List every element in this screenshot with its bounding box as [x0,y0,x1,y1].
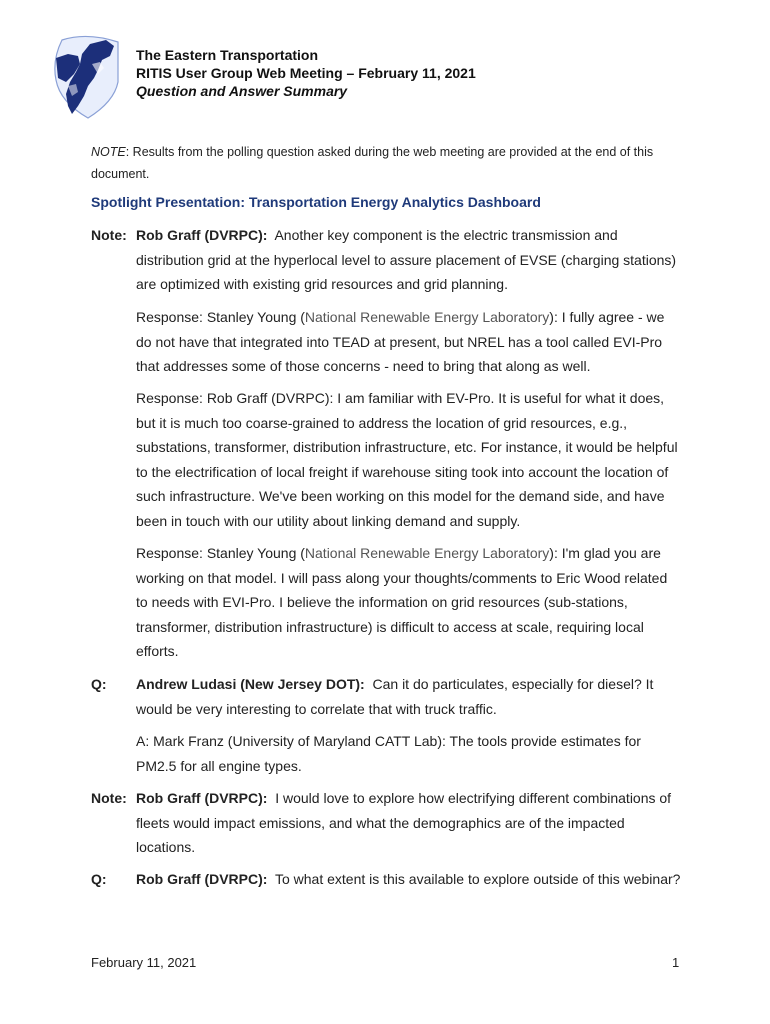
response-text: ): I fully agree - we do not have that integrated into TEAD at present, but NREL has a tool called EVI-Pro that addresses some of those concerns - need to bring that along as well. [136,309,665,375]
entry-tag: Q: [91,676,107,692]
answer-text: A: Mark Franz (University of Maryland CATT Lab): The tools provide estimates for PM2.5 for all engine types. [136,733,641,774]
entry-author: Rob Graff (DVRPC): [136,871,268,887]
answer [136,729,681,778]
note-text: : Results from the polling question asked during the web meeting are provided at the end of this document. [91,145,654,181]
response [136,541,681,664]
document-header [136,46,476,100]
entry-author: Andrew Ludasi (New Jersey DOT): [136,676,365,692]
qa-entry [91,786,681,860]
entry-text: Another key component is the electric transmission and distribution grid at the hyperlocal level to assure placement of EVSE (charging stations) are optimized with existing grid resources and grid planning. [136,227,677,293]
page-number: 1 [672,955,680,970]
footer-date: February 11, 2021 [91,955,197,970]
response-text: Response: Rob Graff (DVRPC): I am familiar with EV-Pro. It is useful for what it does, but it is much too coarse-grained to address the location of grid resources, e.g., substations, transformer, distribution infrastructure, etc. For instance, it would be helpful to the electrification of local freight if warehouse siting took into account the location of such infrastructure. We've been working on this model for the demand side, and have been in touch with our utility about linking demand and supply. [136,390,678,529]
response-prefix: Response: Stanley Young ( [136,309,305,325]
entry-author: Rob Graff (DVRPC): [136,790,268,806]
entry-tag: Q: [91,871,107,887]
header-line-2: RITIS User Group Web Meeting – February 11, 2021 [136,65,476,81]
note-label: NOTE [91,145,126,159]
section-title: Spotlight Presentation: Transportation Energy Analytics Dashboard [91,194,541,210]
entry-author: Rob Graff (DVRPC): [136,227,268,243]
qa-entry [91,672,681,721]
entry-tag: Note: [91,227,127,243]
response-org: National Renewable Energy Laboratory [304,545,550,561]
entry-tag: Note: [91,790,127,806]
header-line-3: Question and Answer Summary [136,83,348,99]
entry-text: Can it do particulates, especially for diesel? It would be very interesting to correlate that with truck traffic. [136,676,654,717]
response-org: National Renewable Energy Laboratory [304,309,550,325]
polling-note [91,141,671,185]
eastern-us-map-logo-icon [48,34,126,120]
response-prefix: Response: Stanley Young ( [136,545,305,561]
entry-text: To what extent is this available to explore outside of this webinar? [274,871,681,887]
entry-text: I would love to explore how electrifying different combinations of fleets would impact emissions, and what the demographics are of the impacted locations. [136,790,672,856]
qa-entry [91,867,681,892]
response [136,386,681,534]
header-line-1: The Eastern Transportation [136,47,319,63]
response-text: ): I'm glad you are working on that model. I will pass along your thoughts/comments to Eric Wood related to needs with EVI-Pro. I believe the information on grid resources (sub-stations, transformer, distribution infrastructure) is difficult to access at scale, requiring local efforts. [136,545,668,660]
response [136,305,681,379]
qa-entry [91,223,681,297]
